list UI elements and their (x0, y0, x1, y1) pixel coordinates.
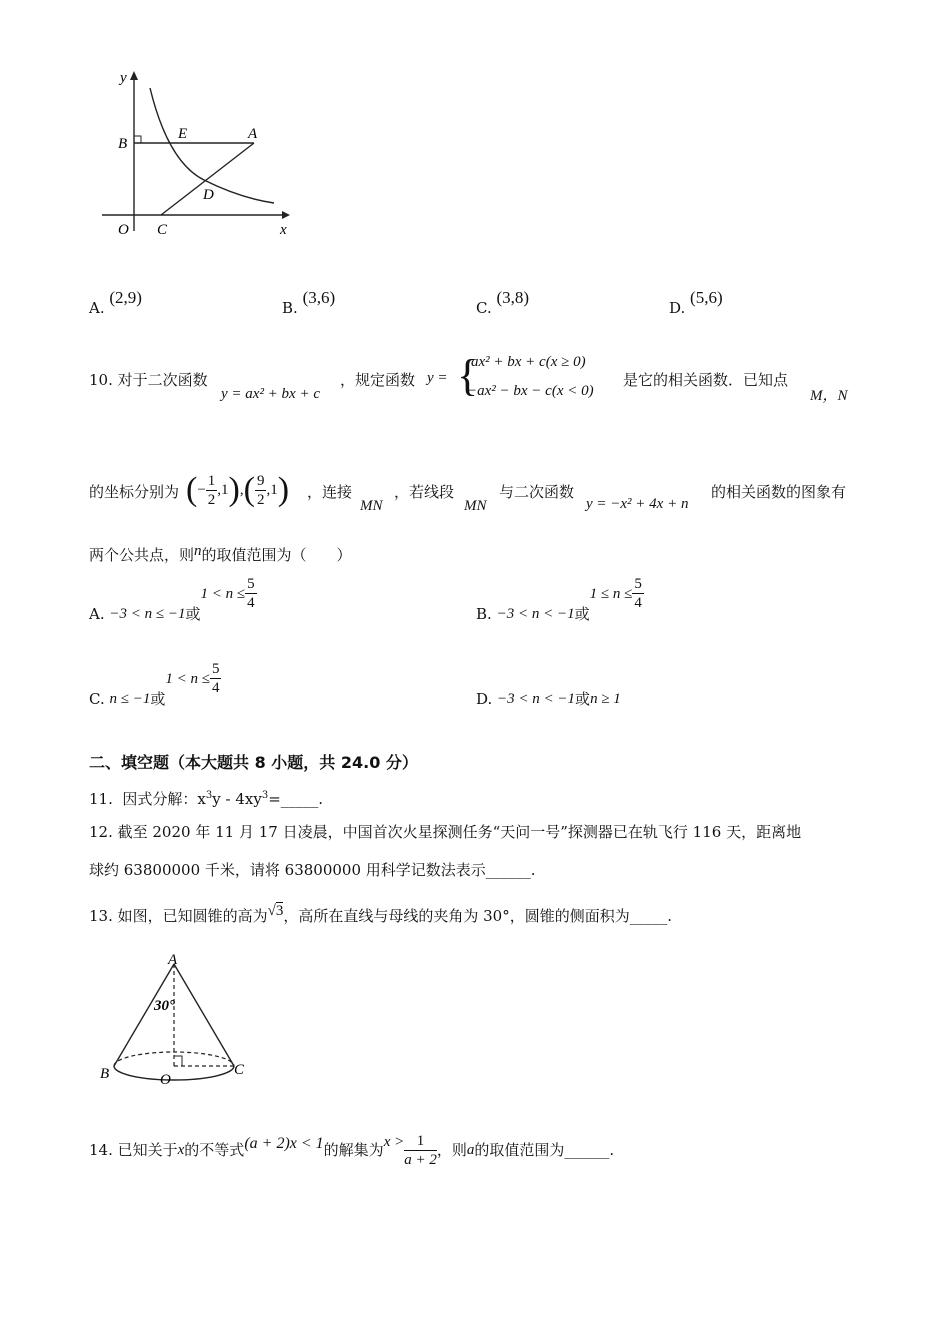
label-O: O (118, 222, 129, 238)
q10-option-d[interactable]: D. −3 < n < −1 或 n ≥ 1 (476, 690, 621, 708)
label-B: B (100, 1066, 110, 1082)
section2-heading: 二、填空题（本大题共 8 小题，共 24.0 分） (89, 753, 418, 772)
q10-line3: 两个公共点，则n的取值范围为（ ） (89, 543, 352, 564)
label-E: E (178, 126, 188, 142)
figure-cone (96, 952, 256, 1092)
generatrix-AB (114, 964, 174, 1066)
q10-point-m: ( − $\frac{1}{2}$ ,1 ) , ( $\frac{9}{2}$ ,1 ) (186, 471, 290, 508)
q10-piece1: ax² + bx + c(x ≥ 0) (471, 354, 586, 370)
q11: 11. 因式分解：$x^3y$ - $4xy^3=\_\_\_\_\_$. (89, 790, 324, 808)
q10-line2-d: 与二次函数 (499, 483, 575, 501)
y-axis-arrow (130, 71, 138, 80)
q10-piece2: −ax² − bx − c(x < 0) (467, 383, 594, 399)
label-B: B (118, 136, 128, 152)
generatrix-AC (174, 964, 234, 1066)
q10-text2: ，规定函数 (340, 371, 416, 389)
q10-mn1: MN (360, 498, 383, 514)
q9-option-a[interactable]: A. (2,9) (89, 288, 142, 317)
label-A: A (248, 126, 258, 142)
q10-option-a[interactable]: A. −3 < n ≤ −1 或 1 < n ≤ $\frac{5}{4}$ (89, 576, 255, 623)
label-y: y (120, 70, 127, 86)
label-A: A (168, 952, 178, 968)
q9-option-c[interactable]: C. (3,8) (476, 288, 530, 317)
label-O: O (160, 1072, 171, 1088)
q12-line1: 12. 截至 2020 年 11 月 17 日凌晨，中国首次火星探测任务“天问一号”探测器已在轨飞行 116 天，距离地 (89, 823, 802, 841)
q10-text3: 是它的相关函数．已知点 (623, 371, 789, 389)
q10-line2-e: 的相关函数的图象有 (711, 483, 847, 501)
q10-function2: y = −x² + 4x + n (586, 496, 689, 512)
q10-mn2: MN (464, 498, 487, 514)
figure-coordinate-graph (96, 66, 301, 241)
q13: 13. 如图，已知圆锥的高为√3，高所在直线与母线的夹角为 30°，圆锥的侧面积为_____. (89, 903, 672, 925)
q10-line2-b: ，连接 (307, 483, 353, 501)
q10-option-b[interactable]: B. −3 < n < −1 或 1 ≤ n ≤ $\frac{5}{4}$ (476, 576, 642, 623)
q9-option-b[interactable]: B. (3,6) (282, 288, 336, 317)
q10-number-and-intro: 10. 对于二次函数 (89, 371, 208, 389)
q9-option-d[interactable]: D. (5,6) (669, 288, 723, 317)
q10-brace: { (457, 351, 479, 400)
label-angle: 30° (154, 998, 175, 1014)
q10-line2-a: 的坐标分别为 (89, 483, 180, 501)
right-angle-mark (134, 136, 141, 143)
label-D: D (203, 187, 214, 203)
q10-points: M，N (810, 388, 848, 404)
label-x: x (280, 222, 287, 238)
label-C: C (157, 222, 168, 238)
q10-line2-c: ，若线段 (394, 483, 455, 501)
segment-CA (161, 143, 254, 215)
q10-option-c[interactable]: C. n ≤ −1 或 1 < n ≤ $\frac{5}{4}$ (89, 661, 220, 708)
x-axis-arrow (282, 211, 290, 219)
q12-line2: 球约 63800000 千米，请将 63800000 用科学记数法表示______. (89, 861, 536, 879)
label-C: C (234, 1062, 245, 1078)
q10-piece-y: y = (427, 370, 448, 386)
right-angle-mark-o (174, 1056, 182, 1066)
q10-function: y = ax² + bx + c (221, 386, 320, 402)
hyperbola-curve (150, 88, 274, 203)
q14: 14. 已知关于 x 的不等式 (a + 2)x < 1 的解集为 x > $\frac{1}{a + 2}$ ，则 a 的取值范围为______. (89, 1132, 615, 1168)
